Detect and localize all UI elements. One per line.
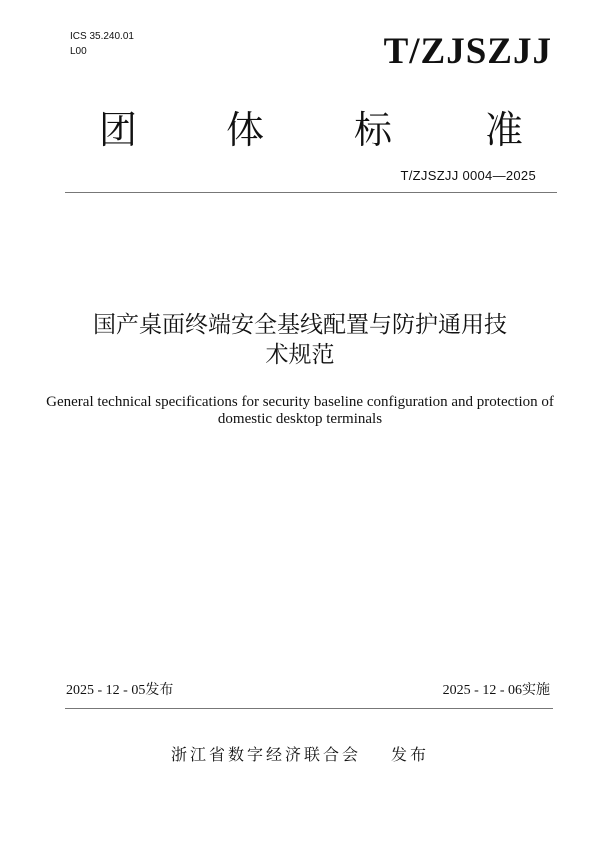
title-zh-line: 国产桌面终端安全基线配置与防护通用技 [93, 312, 507, 338]
title-zh-line: 术规范 [265, 342, 335, 368]
title-en [40, 394, 560, 428]
ics-code: ICS 35.240.01 [70, 31, 134, 42]
standard-code: T/ZJSZJJ 0004—2025 [400, 168, 536, 183]
divider [65, 192, 557, 193]
implementation-date: 2025 - 12 - 06实施 [442, 683, 550, 698]
doc-type-char: 标 [354, 108, 393, 152]
title-zh [60, 310, 540, 370]
publisher-action: 发布 [391, 745, 430, 764]
doc-type-char: 体 [226, 108, 265, 152]
doc-type-char: 准 [485, 108, 524, 152]
publisher [0, 742, 600, 765]
brand-code: T/ZJSZJJ [383, 31, 552, 72]
title-en-line: General technical specifications for security baseline configuration and protection of [46, 394, 554, 410]
publisher-name: 浙江省数字经济联合会 [170, 745, 361, 764]
issue-date: 2025 - 12 - 05发布 [66, 683, 174, 698]
divider [65, 708, 553, 709]
title-en-line: domestic desktop terminals [217, 411, 383, 427]
ccs-code: L00 [70, 46, 87, 57]
doc-type-char: 团 [99, 108, 138, 152]
